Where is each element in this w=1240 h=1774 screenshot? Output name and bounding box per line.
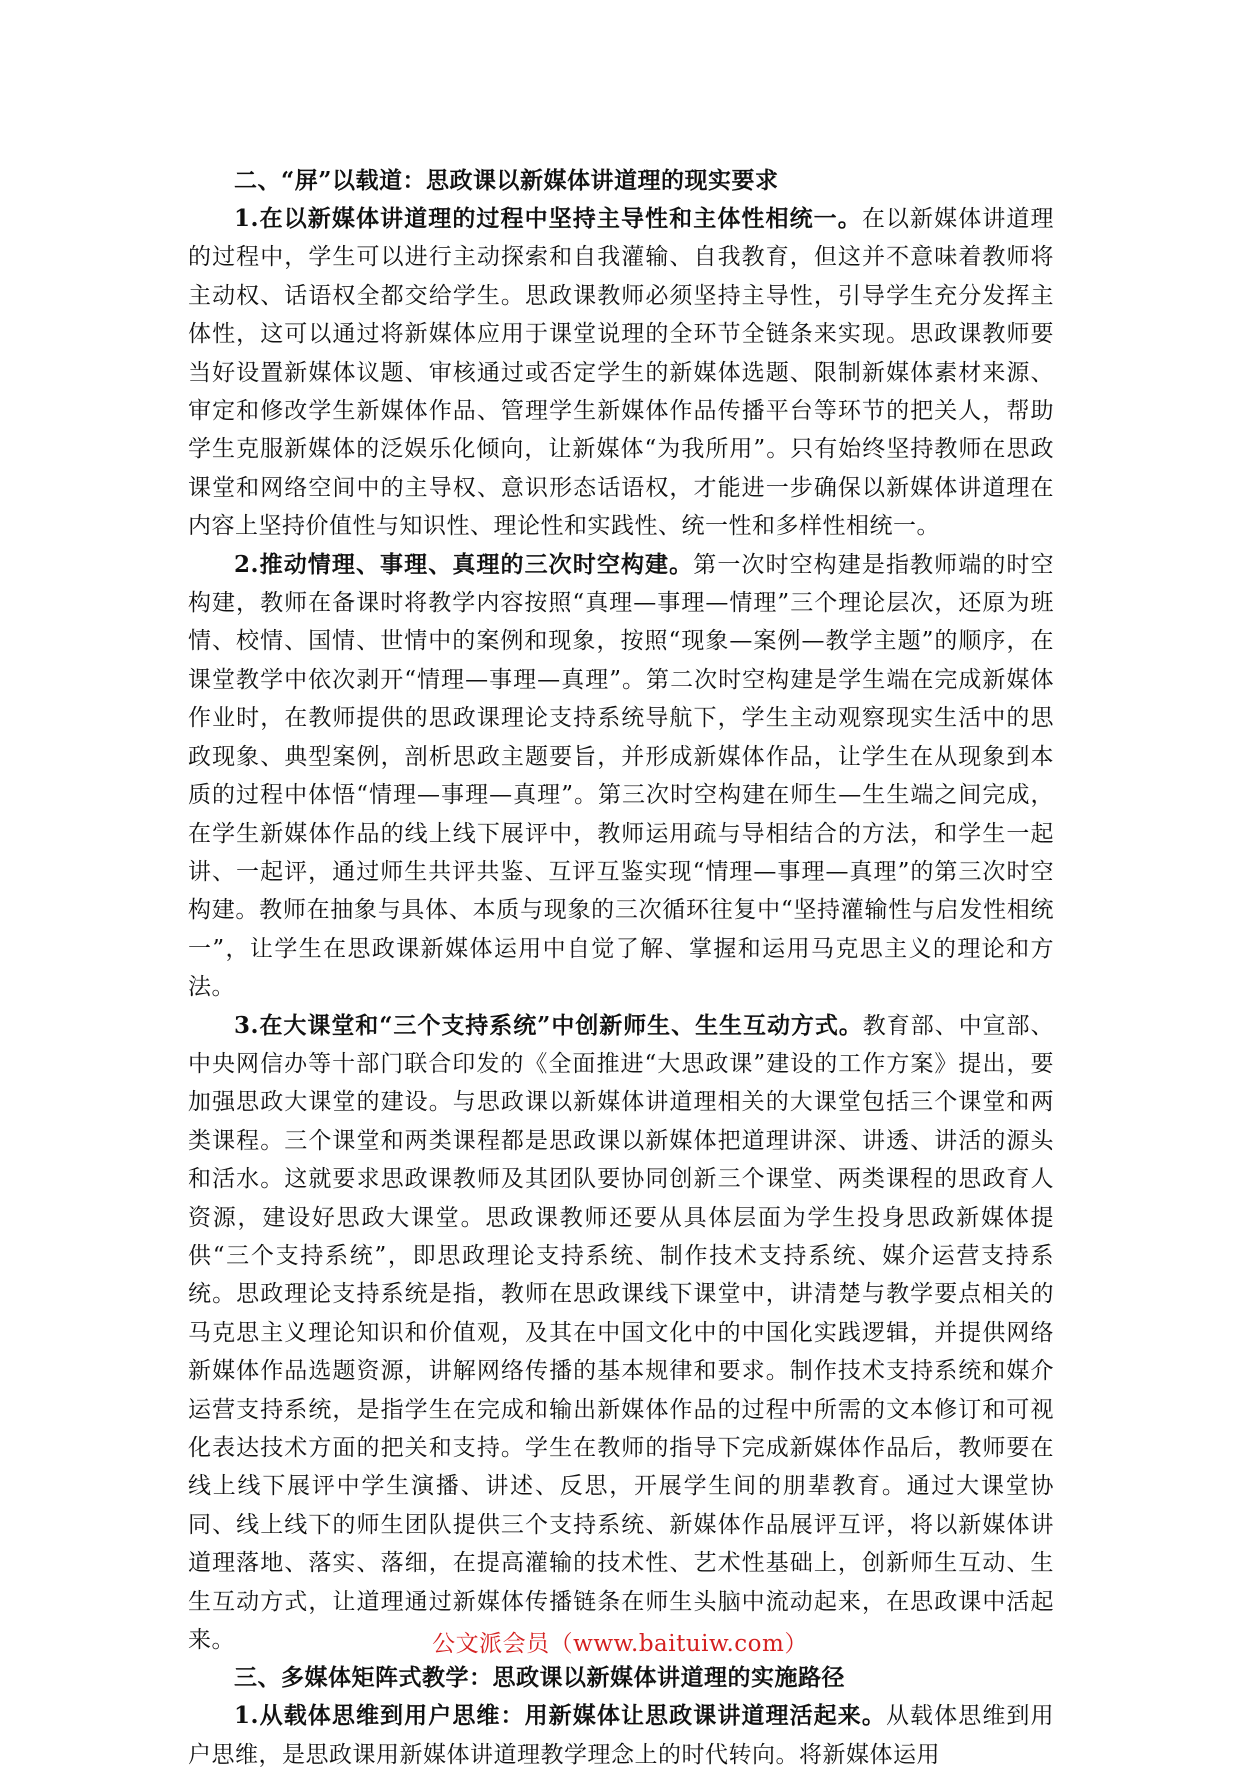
section-2-paragraph-3 <box>188 1007 1054 1660</box>
paragraph-text: 教育部、中宣部、中央网信办等十部门联合印发的《全面推进“大思政课”建设的工作方案》提出，要加强思政大课堂的建设。与思政课以新媒体讲道理相关的大课堂包括三个课堂和两类课程。三个课堂和两类课程都是思政课以新媒体把道理讲深、讲透、讲活的源头和活水。这就要求思政课教师及其团队要协同创新三个课堂、两类课程的思政育人资源，建设好思政大课堂。思政课教师还要从具体层面为学生投身思政新媒体提供“三个支持系统”，即思政理论支持系统、制作技术支持系统、媒介运营支持系统。思政理论支持系统是指，教师在思政课线下课堂中，讲清楚与教学要点相关的马克思主义理论知识和价值观，及其在中国文化中的中国化实践逻辑，并提供网络新媒体作品选题资源，讲解网络传播的基本规律和要求。制作技术支持系统和媒介运营支持系统，是指学生在完成和输出新媒体作品的过程中所需的文本修订和可视化表达技术方面的把关和支持。学生在教师的指导下完成新媒体作品后，教师要在线上线下展评中学生演播、讲述、反思，开展学生间的朋辈教育。通过大课堂协同、线上线下的师生团队提供三个支持系统、新媒体作品展评互评，将以新媒体讲道理落地、落实、落细，在提高灌输的技术性、艺术性基础上，创新师生互动、生生互动方式，让道理通过新媒体传播链条在师生头脑中流动起来，在思政课中活起来。 <box>188 1012 1054 1654</box>
paragraph-text: 在以新媒体讲道理的过程中，学生可以进行主动探索和自我灌输、自我教育，但这并不意味着教师将主动权、话语权全都交给学生。思政课教师必须坚持主导性，引导学生充分发挥主体性，这可以通过将新媒体应用于课堂说理的全环节全链条来实现。思政课教师要当好设置新媒体议题、审核通过或否定学生的新媒体选题、限制新媒体素材来源、审定和修改学生新媒体作品、管理学生新媒体作品传播平台等环节的把关人，帮助学生克服新媒体的泛娱乐化倾向，让新媒体“为我所用”。只有始终坚持教师在思政课堂和网络空间中的主导权、意识形态话语权，才能进一步确保以新媒体讲道理在内容上坚持价值性与知识性、理论性和实践性、统一性和多样性相统一。 <box>188 206 1055 540</box>
paragraph-lead: 3.在大课堂和“三个支持系统”中创新师生、生生互动方式。 <box>234 1011 863 1039</box>
footer-watermark: 公文派会员（www.baituiw.com） <box>432 1631 808 1657</box>
paragraph-lead: 1.从载体思维到用户思维：用新媒体让思政课讲道理活起来。 <box>234 1702 886 1730</box>
document-body <box>188 162 1054 1774</box>
paragraph-lead: 1.在以新媒体讲道理的过程中坚持主导性和主体性相统一。 <box>234 205 862 232</box>
section-3-paragraph-1 <box>188 1697 1054 1774</box>
section-2-paragraph-1 <box>188 200 1054 546</box>
paragraph-text: 第一次时空构建是指教师端的时空构建，教师在备课时将教学内容按照“真理—事理—情理”三个理论层次，还原为班情、校情、国情、世情中的案例和现象，按照“现象—案例—教学主题”的顺序，在课堂教学中依次剥开“情理—事理—真理”。第二次时空构建是学生端在完成新媒体作业时，在教师提供的思政课理论支持系统导航下，学生主动观察现实生活中的思政现象、典型案例，剖析思政主题要旨，并形成新媒体作品，让学生在从现象到本质的过程中体悟“情理—事理—真理”。第三次时空构建在师生—生生端之间完成，在学生新媒体作品的线上线下展评中，教师运用疏与导相结合的方法，和学生一起讲、一起评，通过师生共评共鉴、互评互鉴实现“情理—事理—真理”的第三次时空构建。教师在抽象与具体、本质与现象的三次循环往复中“坚持灌输性与启发性相统一”，让学生在思政课新媒体运用中自觉了解、掌握和运用马克思主义的理论和方法。 <box>188 551 1055 1001</box>
paragraph-lead: 2.推动情理、事理、真理的三次时空构建。 <box>234 550 694 578</box>
section-2-paragraph-2 <box>188 546 1054 1007</box>
section-2-heading: 二、“屏”以载道：思政课以新媒体讲道理的现实要求 <box>234 167 779 194</box>
paragraph-text: 从载体思维到用户思维，是思政课用新媒体讲道理教学理念上的时代转向。将新媒体运用 <box>188 1703 1054 1768</box>
section-3-heading: 三、多媒体矩阵式教学：思政课以新媒体讲道理的实施路径 <box>234 1664 845 1692</box>
